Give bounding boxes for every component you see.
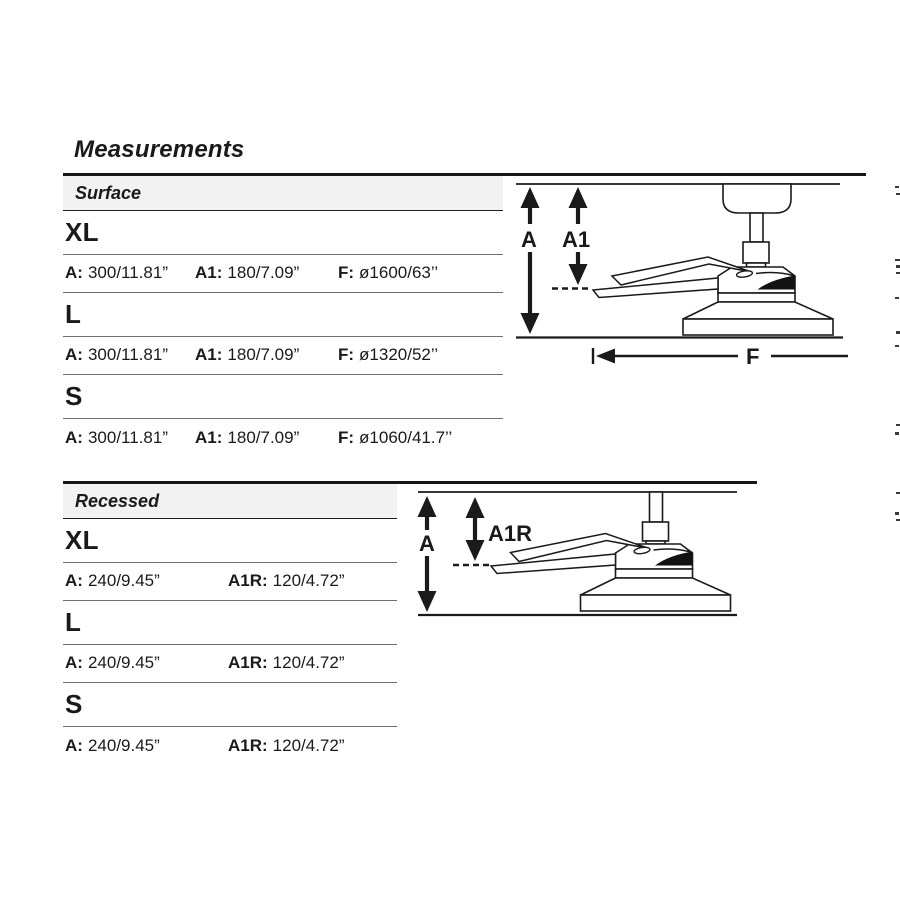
- downrod-coupler: [643, 522, 669, 541]
- recessed-size-s: [63, 683, 397, 727]
- bell-rim: [581, 595, 731, 611]
- surface-data-s: [63, 419, 503, 457]
- spec-a: A: 240/9.45”: [65, 653, 160, 672]
- downrod-coupler: [743, 242, 769, 263]
- recessed-table: [63, 484, 397, 765]
- size-label: L: [65, 606, 82, 637]
- size-label: XL: [65, 216, 99, 247]
- dimension-label-a: A: [521, 227, 537, 252]
- downrod: [650, 492, 663, 522]
- recessed-data-xl: [63, 563, 397, 601]
- dimension-label-a: A: [419, 531, 435, 556]
- recessed-table-header: Recessed: [63, 484, 397, 519]
- spec-a1: A1: 180/7.09”: [195, 427, 300, 447]
- bell-rim: [683, 319, 833, 335]
- spec-f: F: ø1060/41.7’’: [338, 427, 453, 447]
- downrod: [750, 213, 763, 242]
- spec-a: A: 300/11.81”: [65, 263, 168, 282]
- spec-a1: A1: 180/7.09”: [195, 345, 300, 364]
- motor-band: [718, 293, 795, 302]
- canopy-dome: [723, 184, 791, 213]
- motor-band: [616, 569, 693, 578]
- spec-a: A: 300/11.81”: [65, 345, 168, 364]
- dimension-label-f: F: [746, 344, 760, 369]
- recessed-data-s: [63, 727, 397, 765]
- fan-blade-lower: [593, 278, 718, 298]
- surface-size-s: [63, 375, 503, 419]
- size-label: XL: [65, 524, 99, 555]
- page-title: Measurements: [74, 136, 245, 163]
- surface-table: [63, 176, 503, 457]
- recessed-data-l: [63, 645, 397, 683]
- ceiling-fan-drawing: [593, 184, 833, 335]
- f-arrowhead: [596, 349, 615, 364]
- surface-table-header: Surface: [63, 176, 503, 211]
- fan-blade-lower: [491, 554, 616, 574]
- recessed-mounting-diagram: [405, 480, 757, 630]
- surface-data-xl: [63, 255, 503, 293]
- bell-flare: [683, 302, 833, 319]
- ceiling-fan-drawing: [491, 492, 731, 611]
- spec-a1r: A1R: 120/4.72”: [228, 571, 345, 590]
- spec-a1r: A1R: 120/4.72”: [228, 735, 345, 755]
- size-label: S: [65, 688, 83, 719]
- recessed-size-l: [63, 601, 397, 645]
- surface-data-l: [63, 337, 503, 375]
- spec-a1r: A1R: 120/4.72”: [228, 653, 345, 672]
- spec-f: F: ø1320/52’’: [338, 345, 439, 364]
- recessed-size-xl: [63, 519, 397, 563]
- surface-size-xl: [63, 211, 503, 255]
- dimension-label-a1: A1: [562, 227, 591, 252]
- size-label: S: [65, 380, 83, 411]
- bell-flare: [581, 578, 731, 595]
- dimension-arrow-a: [418, 496, 437, 612]
- dimension-f: [593, 344, 848, 369]
- dimension-label-a1r: A1R: [488, 521, 533, 546]
- surface-size-l: [63, 293, 503, 337]
- spec-a: A: 240/9.45”: [65, 735, 160, 755]
- surface-mounting-diagram: [510, 170, 866, 376]
- spec-a: A: 240/9.45”: [65, 571, 160, 590]
- dimension-arrow-a1: [562, 187, 590, 285]
- spec-f: F: ø1600/63’’: [338, 263, 439, 282]
- spec-a: A: 300/11.81”: [65, 427, 168, 447]
- dimension-arrow-a: [521, 187, 540, 334]
- size-label: L: [65, 298, 82, 329]
- spec-a1: A1: 180/7.09”: [195, 263, 300, 282]
